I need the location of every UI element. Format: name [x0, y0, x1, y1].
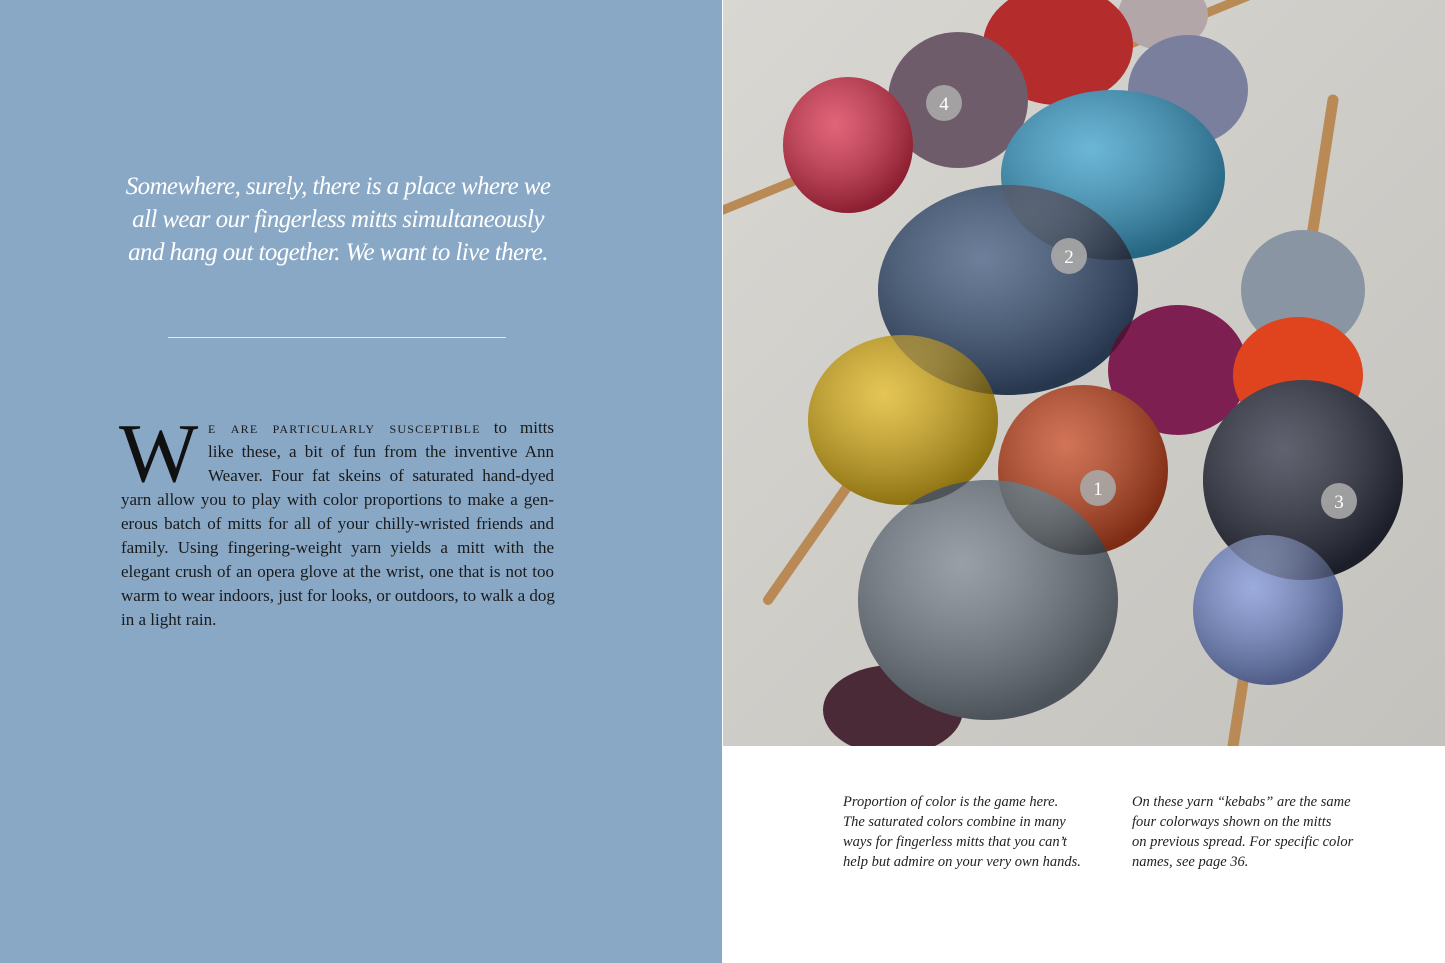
pull-quote-line: Somewhere, surely, there is a place where we	[125, 173, 551, 200]
yarn-photo	[723, 0, 1445, 746]
yarn-illustration	[723, 0, 1445, 746]
body-line: yarn allow you to play with color proportions to make a gen-	[121, 490, 554, 509]
caption-line: On these yarn “kebabs” are the same	[1132, 794, 1351, 810]
small-caps-lead: e are particularly susceptible	[208, 418, 481, 437]
caption-left	[843, 792, 1081, 872]
svg-text:1: 1	[1093, 479, 1103, 500]
caption-line: four colorways shown on the mitts	[1132, 814, 1332, 830]
caption-line: names, see page 36.	[1132, 854, 1249, 870]
body-line: in a light rain.	[121, 610, 217, 629]
pull-quote	[110, 170, 566, 269]
body-line: elegant crush of an opera glove at the wrist, one that is not too	[121, 562, 554, 581]
body-line: like these, a bit of fun from the inventive Ann	[208, 442, 554, 461]
marker-4-icon	[926, 85, 962, 121]
caption-right	[1132, 792, 1353, 872]
caption-line: on previous spread. For specific color	[1132, 834, 1354, 850]
svg-text:3: 3	[1334, 492, 1344, 513]
marker-1-icon	[1080, 470, 1116, 506]
body-line: family. Using fingering-weight yarn yields a mitt with the	[121, 538, 554, 557]
svg-text:4: 4	[939, 94, 949, 115]
caption-line: Proportion of color is the game here.	[843, 794, 1059, 810]
body-text	[119, 407, 555, 632]
caption-line: help but admire on your very own hands.	[843, 854, 1081, 870]
svg-text:2: 2	[1064, 247, 1074, 268]
marker-3-icon	[1321, 483, 1357, 519]
marker-2-icon	[1051, 238, 1087, 274]
divider-rule	[168, 337, 506, 338]
body-line: warm to wear indoors, just for looks, or outdoors, to walk a dog	[121, 586, 555, 605]
body-line: erous batch of mitts for all of your chilly-wristed friends and	[121, 514, 554, 533]
body-line-rest: to mitts	[480, 418, 555, 437]
caption-line: ways for fingerless mitts that you can’t	[843, 834, 1067, 850]
pull-quote-line: all wear our fingerless mitts simultaneously	[132, 206, 544, 233]
left-page-panel	[0, 0, 722, 963]
drop-cap: W	[119, 407, 199, 500]
caption-line: The saturated colors combine in many	[843, 814, 1066, 830]
pull-quote-line: and hang out together. We want to live there.	[128, 239, 548, 266]
body-line	[208, 416, 554, 440]
body-line: Weaver. Four fat skeins of saturated hand-dyed	[208, 466, 554, 485]
